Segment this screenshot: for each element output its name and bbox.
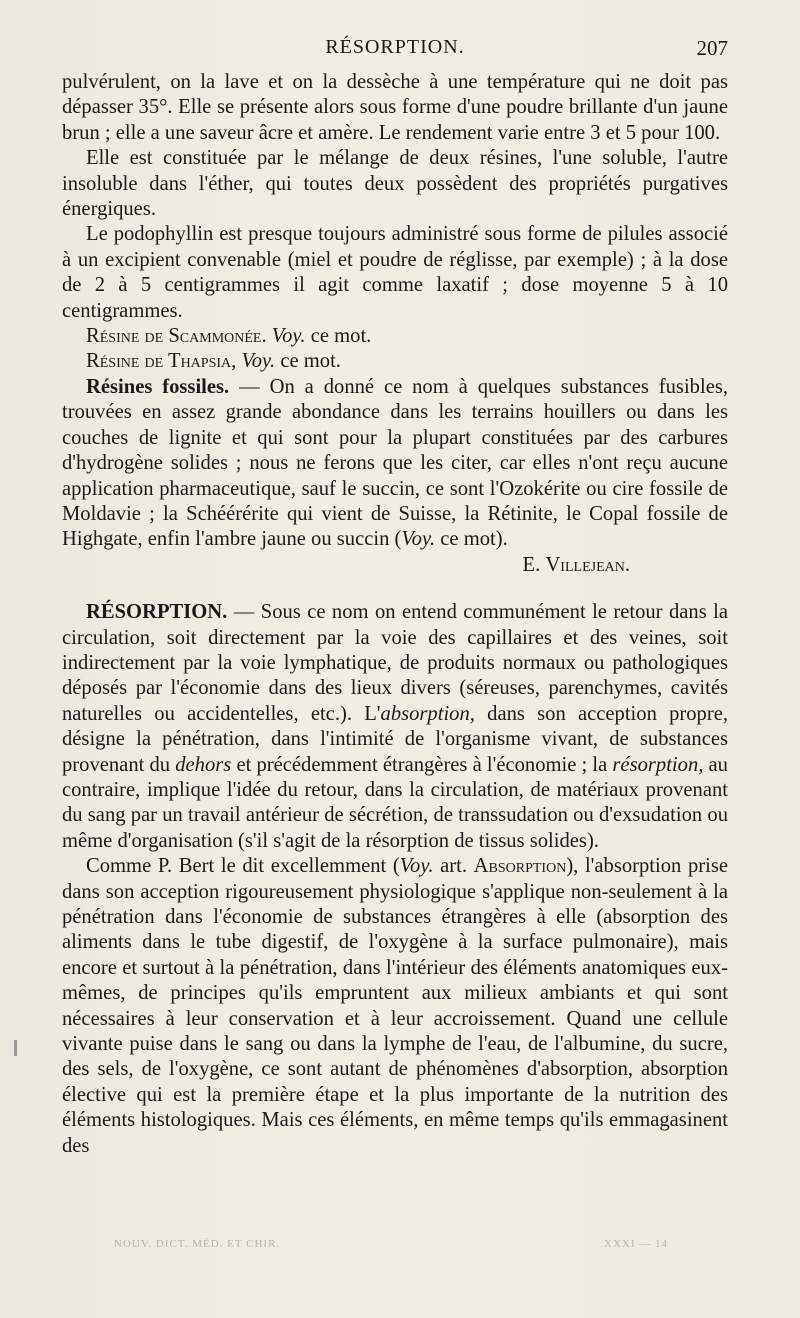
- entry-term: Résine de Thapsia,: [86, 350, 237, 373]
- paragraph-bert: [62, 854, 728, 1159]
- entry-text: ce mot.: [310, 325, 372, 348]
- entry-text: Comme P. Bert le dit excellemment (: [86, 855, 400, 878]
- paragraph-podophyllin: Le podophyllin est presque toujours administré sous forme de pilules associé à un excipient convenable (miel et poudre de réglisse, par exemple) ; à la dose de 2 à 5 centigrammes il agit comme laxatif ; dose moyenne 5 à 10 centigrammes.: [62, 223, 728, 322]
- voy-ref: Voy.: [401, 528, 436, 551]
- entry-resine-thapsia: [62, 349, 728, 374]
- entry-text: — Sous ce nom on entend communément le retour dans la circulation, soit directement par la voie des capillaires et des veines, soit indirectement par la voie lymphatique, de produits normaux ou pathologiques déposés par l'économie dans des lieux divers (séreuses, parenchymes, cavités naturelles ou accidentelles, etc.). L': [62, 601, 728, 725]
- page-number: 207: [696, 36, 728, 60]
- footer-signature: NOUV. DICT. MÉD. ET CHIR.: [114, 1238, 281, 1250]
- entry-text: ce mot.: [280, 350, 341, 373]
- page-footer: [62, 1238, 728, 1258]
- entry-resorption: [62, 600, 728, 854]
- voy-ref: Voy.: [271, 325, 306, 348]
- entry-headword: RÉSORPTION.: [86, 601, 228, 624]
- entry-text: et précédemment étrangères à l'économie ; la: [236, 753, 608, 776]
- margin-mark: [14, 1040, 17, 1056]
- entry-resine-scammonee: [62, 324, 728, 349]
- italic-term: résorption,: [612, 753, 704, 776]
- entry-text: — On a donné ce nom à quelques substances fusibles, trouvées en assez grande abondance dans les terrains houillers ou dans les couches de lignite et qui sont pour la plupart constituées par des carbures d'hydrogène solides ; nous ne ferons que les citer, car elles n'ont reçu aucune application pharmaceutique, sauf le succin, ce sont l'Ozokérite ou cire fossile de Moldavie ; la Schéérérite qui vient de Suisse, la Rétinite, le Copal fossile de Highgate, enfin l'ambre jaune ou succin (: [62, 375, 728, 551]
- entry-text: art.: [440, 855, 467, 878]
- entry-text: dans son acception propre, désigne la pénétration, dans l'intimité de l'organisme vivant, de substances provenant du: [62, 702, 728, 776]
- running-title: RÉSORPTION.: [325, 36, 465, 58]
- entry-text: ), l'absorption prise dans son acception rigoureusement physiologique s'applique non-seulement à la pénétration dans l'économie de substances étrangères à elle (absorption des aliments dans le tube digestif, de l'oxygène à la surface pulmonaire), mais encore et surtout à la pénétration, dans l'intérieur des éléments anatomiques eux-mêmes, de principes qu'ils empruntent aux milieux ambiants et qui sont nécessaires à leur conservation et à leur accroissement. Quand une cellule vivante puise dans le sang ou dans la lymphe de l'eau, de l'albumine, du sucre, des sels, de l'oxygène, ce sont autant de phénomènes d'absorption, absorption élective qui est la première étape et la plus importante de la nutrition des éléments histologiques. Mais ces éléments, en même temps qu'ils emmagasinent des: [62, 855, 728, 1157]
- voy-ref: Voy.: [399, 855, 434, 878]
- entry-text-end: ce mot).: [440, 528, 508, 551]
- section-gap: [62, 578, 728, 600]
- italic-term: dehors: [175, 753, 232, 776]
- entry-term: Résines fossiles.: [86, 375, 230, 398]
- voy-ref: Voy.: [241, 350, 276, 373]
- italic-term: absorption,: [380, 702, 475, 725]
- entry-text: au contraire, implique l'idée du retour, dans la circulation, de matériaux provenant du sang par un travail antérieur de sécrétion, de transsudation ou d'exsudation ou même d'organisation (s'il s'agit de la résorption de tissus solides).: [62, 753, 728, 852]
- entry-term: Résine de Scammonée.: [86, 325, 267, 348]
- entry-resines-fossiles: [62, 375, 728, 553]
- paragraph-poudre: pulvérulent, on la lave et on la dessèche à une température qui ne doit pas dépasser 35°. Elle se présente alors sous forme d'une poudre brillante d'un jaune brun ; elle a une saveur âcre et amère. Le rendement varie entre 3 et 5 pour 100.: [62, 71, 728, 144]
- author-signature: [62, 553, 728, 578]
- page-header: [62, 36, 728, 66]
- paragraph-constitution: Elle est constituée par le mélange de deux résines, l'une soluble, l'autre insoluble dans l'éther, qui toutes deux possèdent des propriétés purgatives énergiques.: [62, 147, 728, 221]
- footer-sheet-mark: XXXI — 14: [604, 1238, 668, 1250]
- author-name: Villejean.: [545, 553, 630, 576]
- cross-ref: Absorption: [473, 855, 567, 878]
- page-body: [62, 70, 728, 1159]
- author-initial: E.: [522, 553, 541, 576]
